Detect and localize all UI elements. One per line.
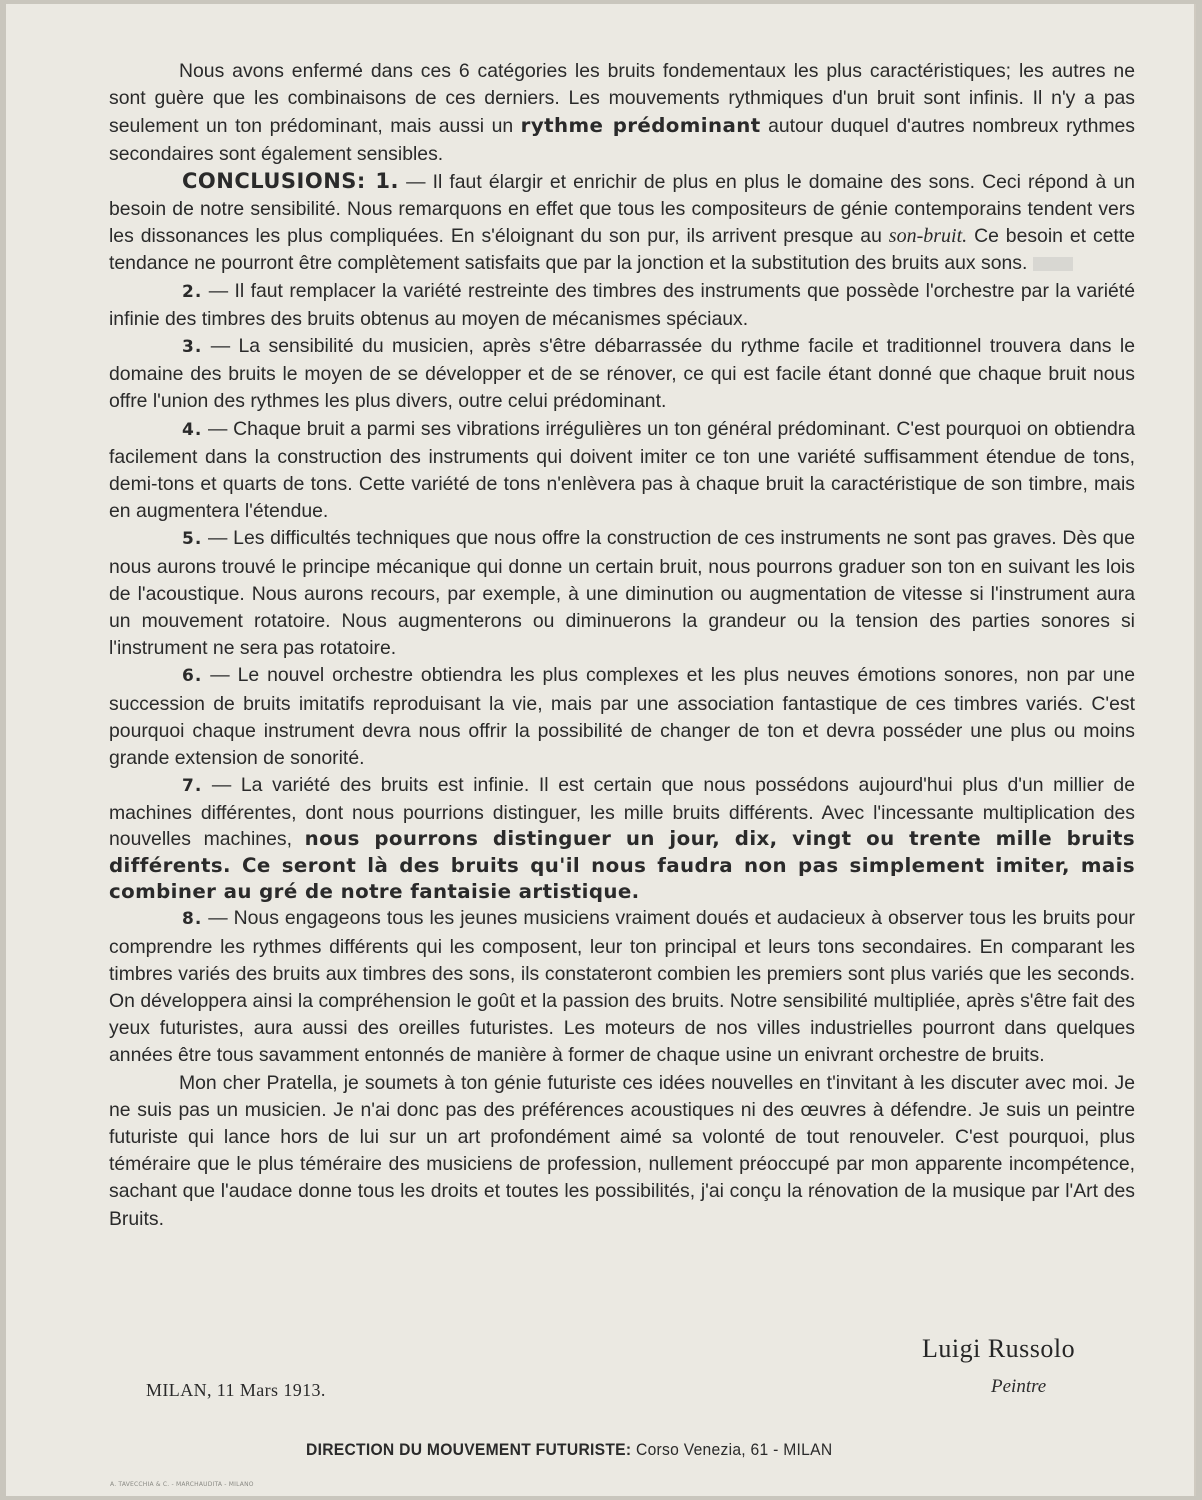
conclusion-3-number: 3. bbox=[182, 337, 203, 358]
conclusion-1-italic: son-bruit. bbox=[888, 225, 968, 248]
conclusion-8-text: — Nous engageons tous les jeunes musiciens vraiment doués et audacieux à observer tous les bruits pour comprendre les rythmes différents qui les composent, leur ton principal et leurs tons secondaires. En comparant les timbres variés des bruits aux timbres des sons, ils constateront combien les premiers sont plus variés que les seconds. On développera ainsi la compréhension le goût et la passion des bruits. Notre sensibilité multipliée, après s'être fait des yeux futuristes, aura aussi des oreilles futuristes. Les moteurs de nos villes industrielles pourront dans quelques années être tous savamment entonnés de manière à former de chaque usine un enivrant orchestre de bruits. bbox=[109, 907, 1135, 1067]
intro-text: Nous avons enfermé dans ces 6 catégories les bruits fondementaux les plus caractéristiques; les autres ne sont guère que les combinaisons de ces derniers. Les mouvements rythmiques d'un bruit sont infinis. Il n'y a pas seulement un ton prédominant, mais aussi un bbox=[109, 60, 1135, 138]
conclusion-2 bbox=[109, 278, 1135, 333]
intro-bold-text: rythme prédominant bbox=[520, 114, 761, 138]
closing-paragraph: Mon cher Pratella, je soumets à ton génie futuriste ces idées nouvelles en t'invitant à les discuter avec moi. Je ne suis pas un musicien. Je n'ai donc pas des préférences acoustiques ni des œuvres à défendre. Je suis un peintre futuriste qui lance hors de lui sur un art profondément aimé sa volonté de tout renouveler. C'est pourquoi, plus téméraire que le plus téméraire des musiciens de profession, nullement préoccupé par mon apparente incompétence, sachant que l'audace donne tous les droits et toutes les possibilités, j'ai conçu la rénovation de la musique par l'Art des Bruits. bbox=[109, 1071, 1135, 1230]
conclusion-5-number: 5. bbox=[182, 529, 203, 550]
signature-title: Peintre bbox=[991, 1376, 1047, 1397]
conclusion-6 bbox=[109, 662, 1135, 772]
conclusion-7-bold-text: nous pourrons distinguer un jour, dix, vingt ou trente mille bruits différents. Ce seront là des bruits qu'il nous faudra non pas simplement imiter, mais combiner au gré de notre fantaisie artistique. bbox=[109, 827, 1135, 903]
conclusion-4-number: 4. bbox=[182, 419, 203, 440]
conclusion-6-number: 6. bbox=[182, 666, 203, 687]
conclusions-heading: CONCLUSIONS: 1. bbox=[182, 168, 399, 193]
conclusion-1-text-end: Ce besoin et cette tendance ne pourront être complètement satisfaits que par la jonction et la substitution des bruits aux sons. bbox=[109, 225, 1135, 275]
conclusion-1 bbox=[109, 168, 1135, 278]
manifesto-body bbox=[109, 58, 1135, 1233]
place-date: MILAN, 11 Mars 1913. bbox=[146, 1380, 326, 1400]
conclusion-7 bbox=[109, 772, 1135, 905]
conclusion-3 bbox=[109, 333, 1135, 416]
conclusion-2-text: — Il faut remplacer la variété restreinte des timbres des instruments que possède l'orchestre par la variété infinie des timbres des bruits obtenus au moyen de mécanismes spéciaux. bbox=[109, 279, 1135, 330]
conclusion-5-text: — Les difficultés techniques que nous offre la construction de ces instruments ne sont pas graves. Dès que nous aurons trouvé le principe mécanique qui donne un certain bruit, nous pourrons graduer son ton en suivant les lois de l'acoustique. Nous aurons recours, par exemple, à une diminution ou augmentation de vitesse si l'instrument aura un mouvement rotatoire. Nous augmenterons ou diminuerons la grandeur ou la tension des parties sonores si l'instrument ne sera pas rotatoire. bbox=[109, 527, 1135, 660]
conclusion-1-text: — Il faut élargir et enrichir de plus en plus le domaine des sons. Ceci répond à un besoin de notre sensibilité. Nous remarquons en effet que tous les compositeurs de génie contemporains tendent vers les dissonances les plus compliquées. En s'éloignant du son pur, ils arrivent presque au bbox=[109, 170, 1135, 248]
conclusion-6-text: — Le nouvel orchestre obtiendra les plus complexes et les plus neuves émotions sonores, non par une succession de bruits imitatifs reproduisant la vie, mais par une association fantastique de ces timbres variés. C'est pourquoi chaque instrument devra nous offrir la possibilité de changer de ton et devra posséder une plus ou moins grande extension de sonorité. bbox=[109, 664, 1135, 770]
footer-label: DIRECTION DU MOUVEMENT FUTURISTE: bbox=[306, 1440, 632, 1459]
conclusion-8 bbox=[109, 905, 1135, 1069]
conclusion-7-text: — La variété des bruits est infinie. Il est certain que nous possédons aujourd'hui plus d'un millier de machines différentes, dont nous pourrions distinguer, les mille bruits différents. Avec l'incessante multiplication des nouvelles machines, bbox=[109, 774, 1135, 851]
intro-text-end: autour duquel d'autres nombreux rythmes secondaires sont également sensibles. bbox=[109, 115, 1135, 165]
conclusion-4-text: — Chaque bruit a parmi ses vibrations irrégulières un ton général prédominant. C'est pourquoi on obtiendra facilement dans la construction des instruments qui doivent imiter ce ton une variété suffisamment étendue de tons, demi-tons et quarts de tons. Cette variété de tons n'enlèvera pas à chaque bruit la caractéristique de son timbre, mais en augmentera l'étendue. bbox=[109, 417, 1135, 523]
signature-name: Luigi Russolo bbox=[922, 1334, 1076, 1363]
footer-street: Corso Venezia, 61 - MILAN bbox=[631, 1440, 833, 1459]
printer-imprint: A. TAVECCHIA & C. - MARCHAUDITA - MILANO bbox=[110, 1481, 254, 1488]
conclusion-3-text: — La sensibilité du musicien, après s'être débarrassée du rythme facile et traditionnel trouvera dans le domaine des bruits le moyen de se développer et de se rénover, ce qui est facile étant donné que chaque bruit nous offre l'union des rythmes les plus divers, outre celui prédominant. bbox=[109, 335, 1135, 413]
intro-paragraph bbox=[109, 58, 1135, 168]
conclusion-7-number: 7. bbox=[182, 776, 203, 797]
conclusion-5 bbox=[109, 525, 1135, 662]
conclusion-8-number: 8. bbox=[182, 909, 203, 930]
conclusion-2-number: 2. bbox=[182, 281, 203, 302]
conclusion-4 bbox=[109, 416, 1135, 526]
footer-address bbox=[306, 1440, 832, 1460]
manifesto-page bbox=[6, 4, 1196, 1496]
ink-smudge bbox=[1033, 257, 1073, 271]
